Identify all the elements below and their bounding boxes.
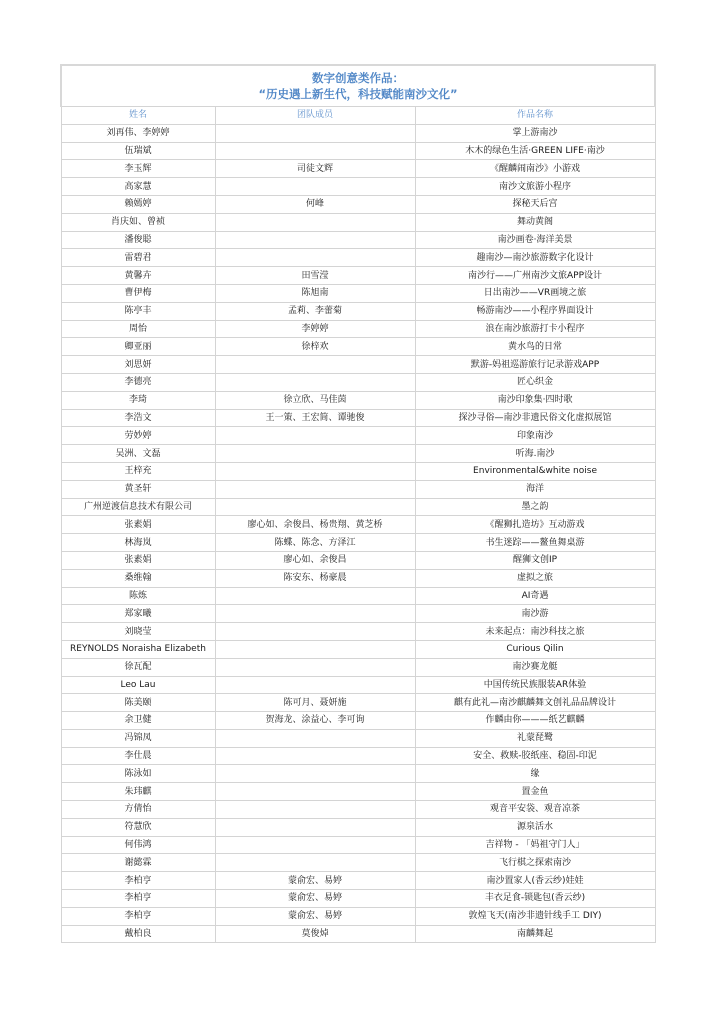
team-cell: [215, 658, 415, 676]
work-cell: 木木的绿色生活·GREEN LIFE·南沙: [415, 142, 655, 160]
name-cell: 刘晓莹: [61, 623, 215, 641]
name-cell: 林海岚: [61, 534, 215, 552]
table-row: [61, 267, 655, 285]
title-line-2: “历史遇上新生代，科技赋能南沙文化”: [258, 87, 458, 101]
table-row: [61, 195, 655, 213]
team-cell: 蒙俞宏、易婷: [215, 907, 415, 925]
work-cell: 中国传统民族服装AR体验: [415, 676, 655, 694]
team-cell: [215, 427, 415, 445]
team-cell: [215, 356, 415, 374]
table-row: [61, 480, 655, 498]
name-cell: 张素娟: [61, 551, 215, 569]
team-cell: [215, 480, 415, 498]
name-cell: 李德亮: [61, 373, 215, 391]
table-row: [61, 587, 655, 605]
team-cell: 陈旭南: [215, 284, 415, 302]
team-cell: 田雪滢: [215, 267, 415, 285]
name-cell: 陈炼: [61, 587, 215, 605]
work-cell: 趣南沙—南沙旅游数字化设计: [415, 249, 655, 267]
name-cell: 刘再伟、李婷婷: [61, 124, 215, 142]
table-row: [61, 409, 655, 427]
name-cell: 李仕晨: [61, 747, 215, 765]
work-cell: 日出南沙——VR画境之旅: [415, 284, 655, 302]
team-cell: 陈蝶、陈念、方泽江: [215, 534, 415, 552]
team-cell: [215, 836, 415, 854]
table-row: [61, 356, 655, 374]
name-cell: REYNOLDS Noraisha Elizabeth: [61, 640, 215, 658]
table-row: [61, 569, 655, 587]
name-cell: 符慧欣: [61, 818, 215, 836]
work-cell: 安全、救赎-胶纸座、稳固-印泥: [415, 747, 655, 765]
table-row: [61, 925, 655, 943]
table-row: [61, 551, 655, 569]
name-cell: 张素娟: [61, 516, 215, 534]
work-cell: 丰衣足食-锁匙包(香云纱): [415, 890, 655, 908]
team-cell: [215, 445, 415, 463]
table-row: [61, 658, 655, 676]
name-cell: 郑家曦: [61, 605, 215, 623]
table-row: [61, 872, 655, 890]
name-cell: 潘俊聪: [61, 231, 215, 249]
work-cell: 源泉活水: [415, 818, 655, 836]
work-cell: Environmental&white noise: [415, 462, 655, 480]
table-row: [61, 694, 655, 712]
table-row: [61, 284, 655, 302]
name-cell: 戴柏良: [61, 925, 215, 943]
table-row: [61, 801, 655, 819]
header-work: 作品名称: [415, 107, 655, 125]
name-cell: 陈泳如: [61, 765, 215, 783]
name-cell: 何伟鸿: [61, 836, 215, 854]
table-row: [61, 907, 655, 925]
name-cell: 高家慧: [61, 178, 215, 196]
name-cell: 伍瑞斌: [61, 142, 215, 160]
name-cell: 李琦: [61, 391, 215, 409]
work-cell: 掌上游南沙: [415, 124, 655, 142]
name-cell: 周怡: [61, 320, 215, 338]
name-cell: 冯锦凤: [61, 729, 215, 747]
team-cell: 贺海龙、涂益心、李可询: [215, 712, 415, 730]
table-row: [61, 640, 655, 658]
table-row: [61, 729, 655, 747]
name-cell: 黄圣轩: [61, 480, 215, 498]
team-cell: 陈安东、杨豪晨: [215, 569, 415, 587]
table-row: [61, 338, 655, 356]
work-cell: 吉祥物 - 「妈祖守门人」: [415, 836, 655, 854]
team-cell: [215, 676, 415, 694]
team-cell: 孟莉、李蕾菊: [215, 302, 415, 320]
work-cell: 南沙置家人(香云纱)娃娃: [415, 872, 655, 890]
work-cell: 畅游南沙——小程序界面设计: [415, 302, 655, 320]
table-row: [61, 391, 655, 409]
team-cell: [215, 605, 415, 623]
table-row: [61, 747, 655, 765]
name-cell: 谢懿霖: [61, 854, 215, 872]
name-cell: 徐瓦配: [61, 658, 215, 676]
work-cell: 默游-妈祖巡游旅行记录游戏APP: [415, 356, 655, 374]
work-cell: 听海.南沙: [415, 445, 655, 463]
work-cell: 探沙寻俗—南沙非遗民俗文化虚拟展馆: [415, 409, 655, 427]
name-cell: 劳妙婷: [61, 427, 215, 445]
team-cell: [215, 783, 415, 801]
name-cell: 雷碧君: [61, 249, 215, 267]
work-cell: 南沙画卷·海洋美景: [415, 231, 655, 249]
team-cell: [215, 765, 415, 783]
table-title: [61, 65, 655, 107]
name-cell: 肖庆如、曾祯: [61, 213, 215, 231]
name-cell: 李柏亨: [61, 890, 215, 908]
table-row: [61, 142, 655, 160]
work-cell: 敦煌飞天(南沙非遗针线手工 DIY): [415, 907, 655, 925]
table-row: [61, 623, 655, 641]
team-cell: [215, 462, 415, 480]
team-cell: 陈可月、聂妍施: [215, 694, 415, 712]
name-cell: 王梓充: [61, 462, 215, 480]
team-cell: [215, 854, 415, 872]
work-cell: AI奇遇: [415, 587, 655, 605]
team-cell: [215, 178, 415, 196]
team-cell: 司徒文辉: [215, 160, 415, 178]
name-cell: 赖嫣婷: [61, 195, 215, 213]
work-cell: 黄水鸟的日常: [415, 338, 655, 356]
document-sheet: [60, 64, 654, 943]
table-row: [61, 765, 655, 783]
work-cell: 印象南沙: [415, 427, 655, 445]
table-row: [61, 160, 655, 178]
table-row: [61, 427, 655, 445]
work-cell: 南麟舞起: [415, 925, 655, 943]
work-cell: 书生迷踪——鳌鱼舞桌游: [415, 534, 655, 552]
work-cell: 虚拟之旅: [415, 569, 655, 587]
work-cell: 墨之韵: [415, 498, 655, 516]
name-cell: 朱玮麒: [61, 783, 215, 801]
team-cell: 徐立欣、马佳茵: [215, 391, 415, 409]
name-cell: 广州逆渡信息技术有限公司: [61, 498, 215, 516]
table-row: [61, 462, 655, 480]
work-cell: 《醒麟闹南沙》小游戏: [415, 160, 655, 178]
name-cell: 方倩怡: [61, 801, 215, 819]
work-cell: 飞行棋之探索南沙: [415, 854, 655, 872]
team-cell: 何峰: [215, 195, 415, 213]
table-row: [61, 373, 655, 391]
table-row: [61, 320, 655, 338]
header-name: 姓名: [61, 107, 215, 125]
team-cell: [215, 124, 415, 142]
team-cell: [215, 498, 415, 516]
table-row: [61, 231, 655, 249]
name-cell: 李柏亨: [61, 907, 215, 925]
table-row: [61, 783, 655, 801]
team-cell: [215, 142, 415, 160]
team-cell: 蒙俞宏、易婷: [215, 890, 415, 908]
team-cell: 莫俊焯: [215, 925, 415, 943]
name-cell: 余卫健: [61, 712, 215, 730]
team-cell: [215, 729, 415, 747]
work-cell: 南沙印象集·四时歌: [415, 391, 655, 409]
work-cell: 置金鱼: [415, 783, 655, 801]
work-cell: 未来起点：南沙科技之旅: [415, 623, 655, 641]
work-cell: 醒狮文创IP: [415, 551, 655, 569]
name-cell: 李浩文: [61, 409, 215, 427]
name-cell: 刘思妍: [61, 356, 215, 374]
team-cell: 廖心如、余俊昌: [215, 551, 415, 569]
team-cell: [215, 640, 415, 658]
work-cell: Curious Qilin: [415, 640, 655, 658]
name-cell: 卿亚丽: [61, 338, 215, 356]
table-row: [61, 124, 655, 142]
table-row: [61, 516, 655, 534]
work-cell: 探秘天后宫: [415, 195, 655, 213]
team-cell: [215, 213, 415, 231]
team-cell: 廖心如、余俊昌、杨贵翔、黄芝桥: [215, 516, 415, 534]
work-cell: 浪在南沙旅游打卡小程序: [415, 320, 655, 338]
name-cell: 李玉辉: [61, 160, 215, 178]
work-cell: 麒有此礼—南沙麒麟舞文创礼品品牌设计: [415, 694, 655, 712]
work-cell: 匠心织金: [415, 373, 655, 391]
work-cell: 南沙文旅游小程序: [415, 178, 655, 196]
table-row: [61, 836, 655, 854]
table-row: [61, 178, 655, 196]
table-row: [61, 213, 655, 231]
work-cell: 作麟由你———纸艺麒麟: [415, 712, 655, 730]
name-cell: Leo Lau: [61, 676, 215, 694]
work-cell: 南沙行——广州南沙文旅APP设计: [415, 267, 655, 285]
table-row: [61, 818, 655, 836]
name-cell: 桑维翰: [61, 569, 215, 587]
team-cell: [215, 249, 415, 267]
name-cell: 黄馨卉: [61, 267, 215, 285]
table-row: [61, 854, 655, 872]
title-line-1: 数字创意类作品：: [312, 71, 405, 85]
table-row: [61, 249, 655, 267]
team-cell: [215, 587, 415, 605]
table-row: [61, 498, 655, 516]
work-cell: 《醒狮扎造坊》互动游戏: [415, 516, 655, 534]
work-cell: 南沙赛龙艇: [415, 658, 655, 676]
work-cell: 南沙游: [415, 605, 655, 623]
work-cell: 观音平安袋、观音凉茶: [415, 801, 655, 819]
works-table: [60, 64, 656, 943]
table-row: [61, 605, 655, 623]
team-cell: 李婷婷: [215, 320, 415, 338]
table-row: [61, 890, 655, 908]
table-row: [61, 676, 655, 694]
team-cell: [215, 373, 415, 391]
name-cell: 陈亭丰: [61, 302, 215, 320]
table-row: [61, 302, 655, 320]
work-cell: 舞动黄阁: [415, 213, 655, 231]
table-row: [61, 534, 655, 552]
team-cell: 蒙俞宏、易婷: [215, 872, 415, 890]
team-cell: [215, 801, 415, 819]
team-cell: 徐梓欢: [215, 338, 415, 356]
work-cell: 缘: [415, 765, 655, 783]
team-cell: [215, 818, 415, 836]
table-row: [61, 445, 655, 463]
table-row: [61, 712, 655, 730]
team-cell: 王一策、王宏简、谭驰俊: [215, 409, 415, 427]
name-cell: 陈美颐: [61, 694, 215, 712]
team-cell: [215, 747, 415, 765]
name-cell: 李柏亨: [61, 872, 215, 890]
team-cell: [215, 231, 415, 249]
title-row: [61, 65, 655, 107]
name-cell: 吴洲、文磊: [61, 445, 215, 463]
work-cell: 海洋: [415, 480, 655, 498]
header-row: [61, 107, 655, 125]
work-cell: 礼蒙琵鹭: [415, 729, 655, 747]
header-team: 团队成员: [215, 107, 415, 125]
name-cell: 曹伊梅: [61, 284, 215, 302]
team-cell: [215, 623, 415, 641]
